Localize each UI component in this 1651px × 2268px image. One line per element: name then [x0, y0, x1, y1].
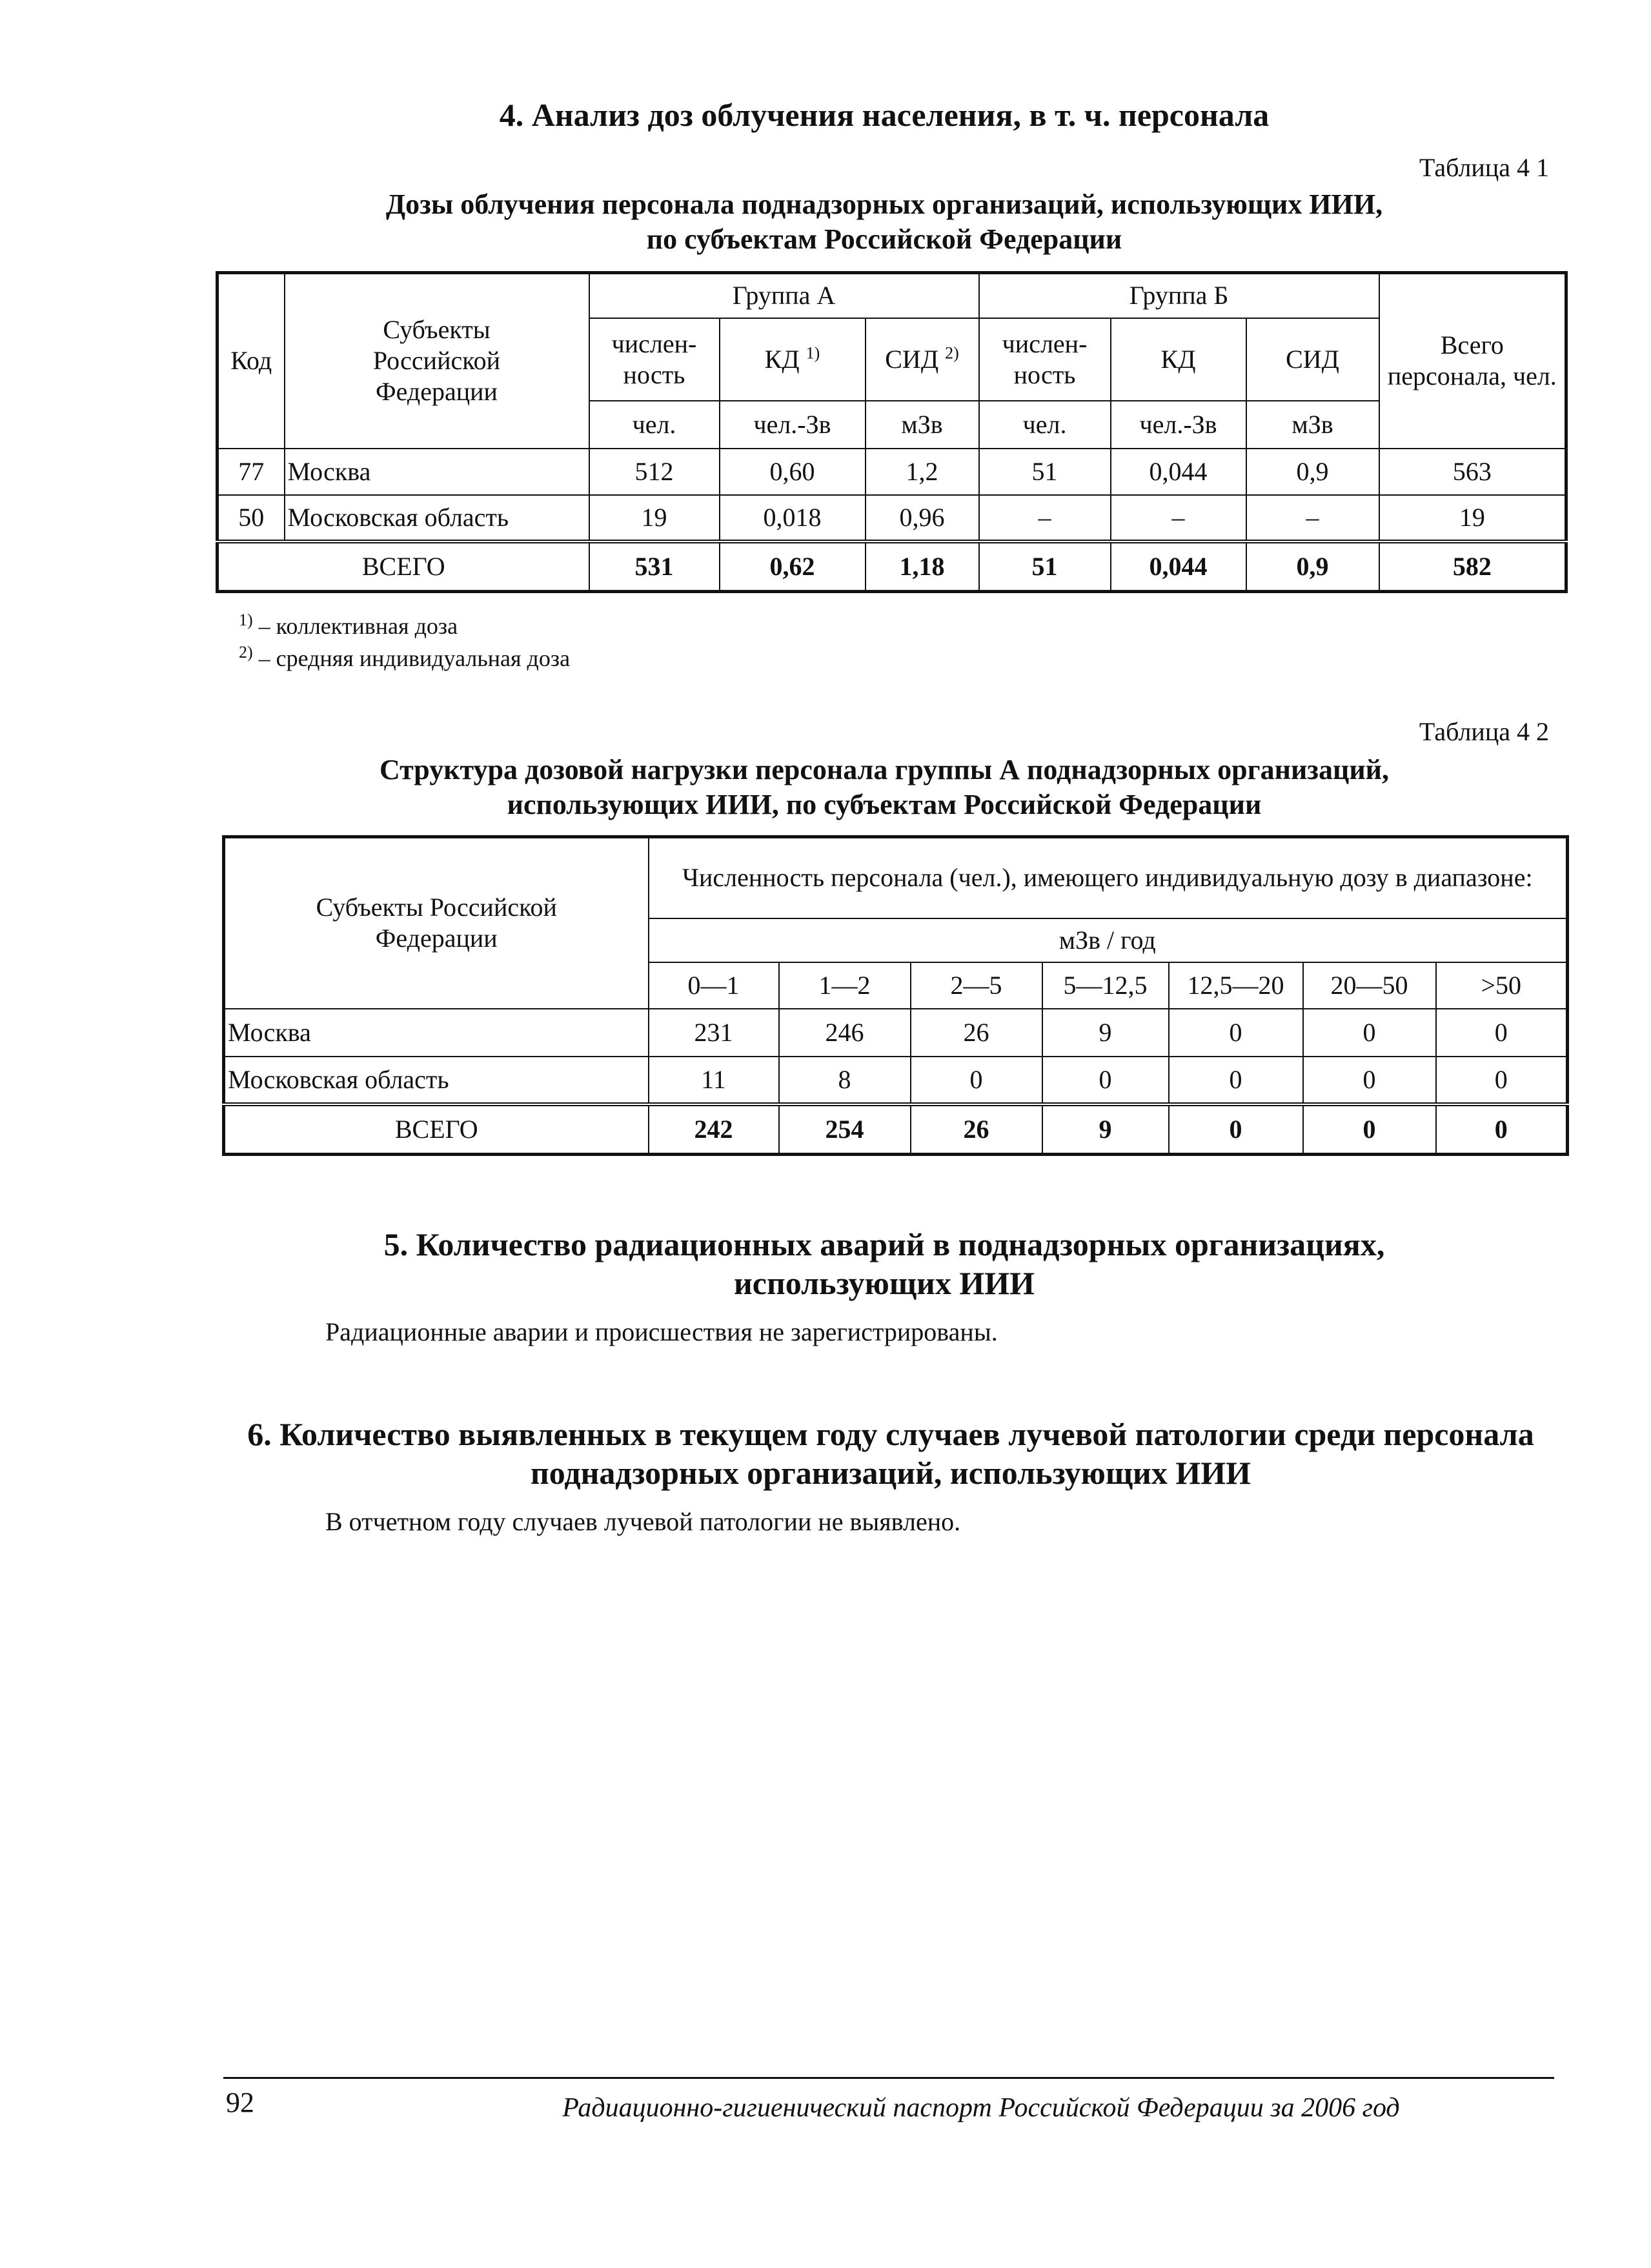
page-number: 92 [226, 2087, 254, 2118]
row-b-kd: – [1111, 495, 1246, 542]
total-value: 242 [649, 1104, 779, 1155]
row-value: 0 [1042, 1057, 1169, 1104]
unit-a-kd: чел.-Зв [720, 401, 866, 449]
table-2-label: Таблица 4 2 [1419, 717, 1549, 746]
row-value: 0 [1436, 1057, 1568, 1104]
footnote-ref-1: 1) [805, 343, 820, 363]
header-a-count: числен-ность [589, 318, 720, 401]
header-total-staff: Всего персонала, чел. [1379, 273, 1566, 449]
header-b-kd: КД [1111, 318, 1246, 401]
footnote-1-mark: 1) [239, 611, 253, 629]
header-count-range: Численность персонала (чел.), имеющего индивидуальную дозу в диапазоне: [649, 837, 1568, 918]
row-value: 0 [1303, 1057, 1436, 1104]
table-2-caption-line-1: Структура дозовой нагрузки персонала группы А поднадзорных организаций, [379, 754, 1390, 785]
row-value: 0 [1169, 1057, 1303, 1104]
unit-a-sid: мЗв [866, 401, 979, 449]
total-a-sid: 1,18 [866, 542, 979, 592]
section-6-title-line-2: поднадзорных организаций, использующих ИИИ [530, 1455, 1251, 1491]
footnote-1 [239, 612, 458, 640]
dose-table [216, 271, 1568, 593]
header-code: Код [218, 273, 285, 449]
footer-rule [223, 2077, 1554, 2079]
total-value: 0 [1169, 1104, 1303, 1155]
section-5-title-line-2: использующих ИИИ [733, 1265, 1035, 1301]
table-row [224, 1009, 1568, 1057]
header-range: >50 [1436, 962, 1568, 1009]
table-row [224, 1057, 1568, 1104]
total-b-count: 51 [979, 542, 1111, 592]
running-title: Радиационно-гигиенический паспорт Российской Федерации за 2006 год [562, 2093, 1400, 2123]
header-a-kd [720, 318, 866, 401]
total-all: 582 [1379, 542, 1566, 592]
row-value: 8 [779, 1057, 911, 1104]
unit-b-sid: мЗв [1246, 401, 1379, 449]
section-5-text: Радиационные аварии и происшествия не зарегистрированы. [325, 1317, 998, 1346]
row-subject: Москва [285, 449, 589, 495]
table-row [218, 449, 1566, 495]
row-total: 19 [1379, 495, 1566, 542]
row-total: 563 [1379, 449, 1566, 495]
row-b-sid: – [1246, 495, 1379, 542]
header-subject: Субъекты Российской Федерации [224, 837, 649, 1009]
section-6-text: В отчетном году случаев лучевой патологии не выявлено. [325, 1507, 961, 1536]
row-subject: Москва [224, 1009, 649, 1057]
row-value: 0 [1436, 1009, 1568, 1057]
row-code: 77 [218, 449, 285, 495]
total-a-count: 531 [589, 542, 720, 592]
header-range: 20—50 [1303, 962, 1436, 1009]
footnote-2-text: – средняя индивидуальная доза [252, 645, 571, 671]
total-value: 0 [1303, 1104, 1436, 1155]
total-b-kd: 0,044 [1111, 542, 1246, 592]
row-b-count: 51 [979, 449, 1111, 495]
total-row [218, 542, 1566, 592]
row-a-kd: 0,60 [720, 449, 866, 495]
header-group-b: Группа Б [979, 273, 1379, 318]
header-a-sid [866, 318, 979, 401]
section-6-title-line-1: 6. Количество выявленных в текущем году случаев лучевой патологии среди персонала [247, 1416, 1534, 1452]
row-value: 11 [649, 1057, 779, 1104]
header-b-sid: СИД [1246, 318, 1379, 401]
row-b-count: – [979, 495, 1111, 542]
header-range: 2—5 [911, 962, 1042, 1009]
total-label: ВСЕГО [224, 1104, 649, 1155]
row-value: 26 [911, 1009, 1042, 1057]
row-a-count: 19 [589, 495, 720, 542]
section-4-title: 4. Анализ доз облучения населения, в т. ч. персонала [499, 97, 1270, 133]
total-b-sid: 0,9 [1246, 542, 1379, 592]
header-range: 0—1 [649, 962, 779, 1009]
row-b-sid: 0,9 [1246, 449, 1379, 495]
header-b-count: числен-ность [979, 318, 1111, 401]
row-a-count: 512 [589, 449, 720, 495]
row-a-sid: 0,96 [866, 495, 979, 542]
footnote-1-text: – коллективная доза [252, 613, 458, 639]
total-label: ВСЕГО [218, 542, 589, 592]
row-value: 0 [911, 1057, 1042, 1104]
total-row [224, 1104, 1568, 1155]
footnote-ref-2: 2) [945, 343, 959, 363]
table-1-caption-line-1: Дозы облучения персонала поднадзорных организаций, использующих ИИИ, [385, 188, 1383, 220]
header-a-sid-label: СИД [885, 344, 939, 374]
row-a-kd: 0,018 [720, 495, 866, 542]
header-range: 5—12,5 [1042, 962, 1169, 1009]
row-b-kd: 0,044 [1111, 449, 1246, 495]
total-a-kd: 0,62 [720, 542, 866, 592]
unit-b-kd: чел.-Зв [1111, 401, 1246, 449]
total-value: 9 [1042, 1104, 1169, 1155]
header-subject: Субъекты Российской Федерации [285, 273, 589, 449]
total-value: 254 [779, 1104, 911, 1155]
header-a-kd-label: КД [764, 344, 800, 374]
total-value: 26 [911, 1104, 1042, 1155]
table-1-label: Таблица 4 1 [1419, 153, 1549, 182]
footnote-2-mark: 2) [239, 643, 253, 662]
header-group-a: Группа А [589, 273, 979, 318]
total-value: 0 [1436, 1104, 1568, 1155]
row-a-sid: 1,2 [866, 449, 979, 495]
row-subject: Московская область [224, 1057, 649, 1104]
dose-distribution-table [222, 835, 1569, 1156]
header-unit: мЗв / год [649, 918, 1568, 962]
table-row [218, 495, 1566, 542]
table-2-caption-line-2: использующих ИИИ, по субъектам Российской Федерации [507, 789, 1262, 820]
unit-a-count: чел. [589, 401, 720, 449]
footnote-2 [239, 644, 570, 673]
section-5-title-line-1: 5. Количество радиационных аварий в поднадзорных организациях, [383, 1226, 1385, 1262]
row-value: 246 [779, 1009, 911, 1057]
row-value: 0 [1303, 1009, 1436, 1057]
row-subject: Московская область [285, 495, 589, 542]
table-1-caption-line-2: по субъектам Российской Федерации [646, 223, 1122, 255]
header-range: 1—2 [779, 962, 911, 1009]
header-range: 12,5—20 [1169, 962, 1303, 1009]
row-code: 50 [218, 495, 285, 542]
row-value: 231 [649, 1009, 779, 1057]
row-value: 0 [1169, 1009, 1303, 1057]
row-value: 9 [1042, 1009, 1169, 1057]
unit-b-count: чел. [979, 401, 1111, 449]
